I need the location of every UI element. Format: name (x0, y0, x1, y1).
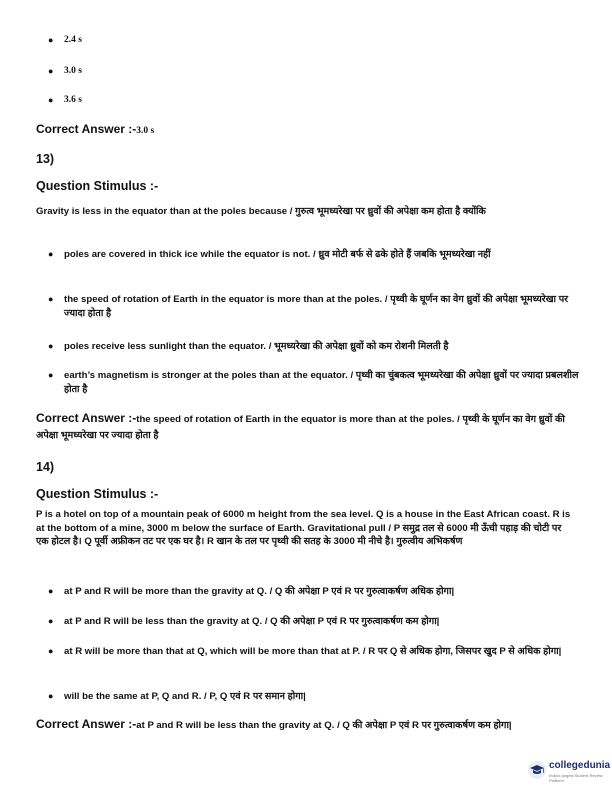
stimulus-label: Question Stimulus :- (36, 179, 159, 193)
question-number: 14) (36, 460, 55, 474)
brand-name: collegedunia (549, 760, 611, 771)
bullet: ● (48, 370, 54, 380)
question-number: 13) (36, 152, 55, 166)
bullet: ● (48, 35, 54, 45)
prev-option-text: 3.6 s (64, 95, 82, 105)
correct-answer (36, 717, 572, 733)
graduation-cap-icon (527, 760, 547, 780)
option-text: poles receive less sunlight than the equator. / भूमध्यरेखा की अपेक्षा ध्रुवों को कम रोशनी मिलती है (64, 341, 449, 352)
bullet: ● (48, 294, 54, 304)
bullet: ● (48, 616, 54, 626)
option-text: will be the same at P, Q and R. / P, Q एवं R पर समान होगा| (64, 691, 306, 702)
correct-answer-value: at P and R will be less than the gravity at Q. / Q की अपेक्षा P एवं R पर गुरुत्वाकर्षण कम होगा| (136, 720, 512, 731)
correct-answer (36, 411, 572, 442)
option-text: the speed of rotation of Earth in the equator is more than at the poles. / पृथ्वी के घूर्णन का वेग ध्रुवों की अपेक्षा भूमध्यरेखा पर ज्यादा होता है (64, 294, 569, 319)
prev-option-text: 2.4 s (64, 35, 82, 45)
bullet: ● (48, 66, 54, 76)
bullet: ● (48, 95, 54, 105)
correct-answer-label: Correct Answer :- (36, 411, 137, 425)
option-text: poles are covered in thick ice while the equator is not. / ध्रुव मोटी बर्फ से ढके होते हैं जबकि भूमध्यरेखा नहीं (64, 249, 491, 260)
option-text: earth’s magnetism is stronger at the poles than at the equator. / पृथ्वी का चुंबकत्व भूमध्यरेखा की अपेक्षा ध्रुवों पर ज्यादा प्रबलशील होता है (64, 370, 579, 395)
bullet: ● (48, 249, 54, 259)
correct-answer-label: Correct Answer :- (36, 122, 137, 136)
bullet: ● (48, 586, 54, 596)
bullet: ● (48, 646, 54, 656)
brand-logo (527, 757, 611, 785)
brand-tagline: India's largest Student Review Platform (549, 773, 603, 783)
correct-answer-value: the speed of rotation of Earth in the equator is more than at the poles. / पृथ्वी के घूर्णन का वेग ध्रुवों की अपेक्षा भूमध्यरेखा पर ज्यादा होता है (36, 414, 565, 441)
correct-answer-label: Correct Answer :- (36, 717, 137, 731)
correct-answer-value: 3.0 s (136, 126, 155, 136)
bullet: ● (48, 341, 54, 351)
question-stimulus: P is a hotel on top of a mountain peak of 6000 m height from the sea level. Q is a house in the East African coast. R is at the bottom of a mine, 3000 m below the surface of Earth. Gravitational pull / P समुद्र तल से 6000 मी ऊँची पहाड़ की चोटी पर एक होटल है। Q पूर्वी अफ्रीकन तट पर एक घर है। R खान के तल पर पृथ्वी की सतह के 3000 मी नीचे है। गुरुत्वीय अभिकर्षण (36, 509, 571, 547)
prev-option-text: 3.0 s (64, 66, 82, 76)
stimulus-label: Question Stimulus :- (36, 487, 159, 501)
question-stimulus: Gravity is less in the equator than at the poles because / गुरुत्व भूमध्यरेखा पर ध्रुवों की अपेक्षा कम होता है क्योंकि (36, 206, 486, 217)
option-text: at P and R will be less than the gravity at Q. / Q की अपेक्षा P एवं R पर गुरुत्वाकर्षण कम होगा| (64, 616, 440, 627)
option-text: at P and R will be more than the gravity at Q. / Q की अपेक्षा P एवं R पर गुरुत्वाकर्षण अधिक होगा| (64, 586, 455, 597)
bullet: ● (48, 691, 54, 701)
prev-correct-answer (36, 120, 572, 138)
option-text: at R will be more than that at Q, which will be more than that at P. / R पर Q से अधिक होगा, जिसपर खुद P से अधिक होगा| (64, 646, 562, 657)
